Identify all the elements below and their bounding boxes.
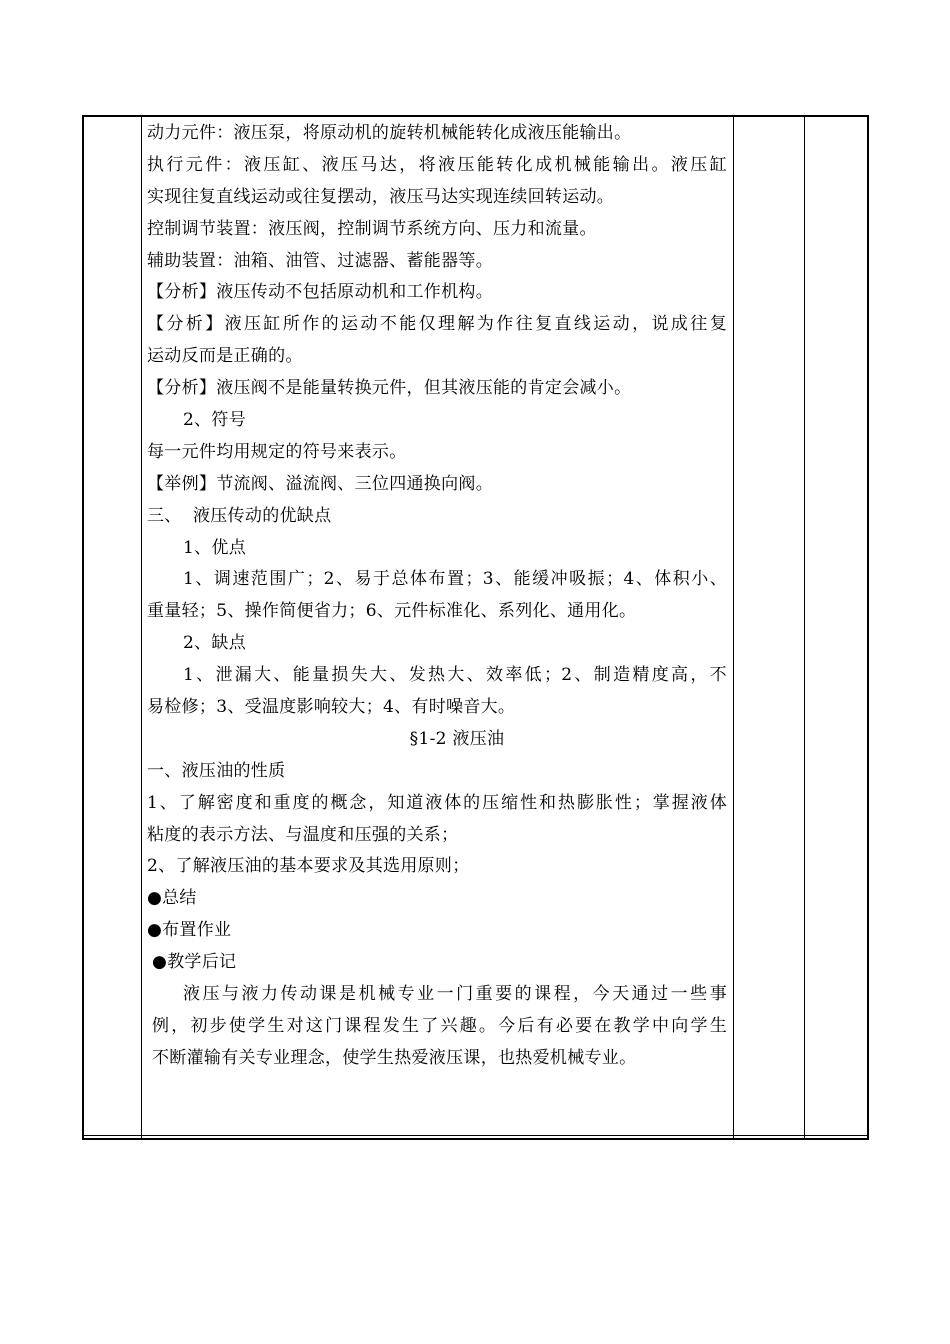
- bullet-reflection: ●教学后记: [152, 952, 237, 973]
- text-line: 运动反而是正确的。: [147, 346, 303, 367]
- column-divider-1: [141, 117, 142, 1138]
- text-line: 执行元件：液压缸、液压马达，将液压能转化成机械能输出。液压缸: [147, 154, 727, 175]
- text-line: 不断灌输有关专业理念，使学生热爱液压课，也热爱机械专业。: [152, 1047, 637, 1068]
- section-heading: 一、液压油的性质: [147, 760, 286, 781]
- text-line: 1、调速范围广；2、易于总体布置；3、能缓冲吸振；4、体积小、: [183, 569, 727, 590]
- text-line: 每一元件均用规定的符号来表示。: [147, 441, 407, 462]
- text-line: 重量轻；5、操作简便省力；6、元件标准化、系列化、通用化。: [147, 601, 637, 622]
- subheading: 2、符号: [183, 410, 247, 431]
- column-divider-2: [733, 117, 734, 1138]
- text-line: 例，初步使学生对这门课程发生了兴趣。今后有必要在教学中向学生: [152, 1015, 727, 1036]
- text-line: 2、了解液压油的基本要求及其选用原则；: [147, 856, 470, 877]
- column-divider-3: [804, 117, 805, 1138]
- text-line: 1、泄漏大、能量损失大、发热大、效率低；2、制造精度高，不: [183, 665, 727, 686]
- analysis-line: 【分析】液压传动不包括原动机和工作机构。: [147, 282, 493, 303]
- table-inner-bottom-rule: [84, 1135, 867, 1136]
- bullet-summary: ●总结: [147, 888, 197, 909]
- text-line: 1、了解密度和重度的概念，知道液体的压缩性和热膨胀性；掌握液体: [147, 792, 727, 813]
- chapter-heading: §1-2 液压油: [409, 728, 505, 749]
- section-heading: 三、 液压传动的优缺点: [147, 505, 332, 526]
- text-line: 辅助装置：油箱、油管、过滤器、蓄能器等。: [147, 250, 493, 271]
- example-line: 【举例】节流阀、溢流阀、三位四通换向阀。: [147, 473, 493, 494]
- text-line: 液压与液力传动课是机械专业一门重要的课程，今天通过一些事: [183, 984, 727, 1005]
- text-line: 实现往复直线运动或往复摆动，液压马达实现连续回转运动。: [147, 186, 615, 207]
- text-line: 粘度的表示方法、与温度和压强的关系；: [147, 824, 459, 845]
- text-line: 控制调节装置：液压阀，控制调节系统方向、压力和流量。: [147, 218, 597, 239]
- lesson-content: [147, 118, 727, 1075]
- bullet-homework: ●布置作业: [147, 920, 232, 941]
- text-line: 易检修；3、受温度影响较大；4、有时噪音大。: [147, 697, 516, 718]
- subheading: 1、优点: [183, 537, 247, 558]
- analysis-line: 【分析】液压阀不是能量转换元件，但其液压能的肯定会减小。: [147, 378, 632, 399]
- text-line: 动力元件：液压泵，将原动机的旋转机械能转化成液压能输出。: [147, 123, 632, 143]
- analysis-line: 【分析】液压缸所作的运动不能仅理解为作往复直线运动，说成往复: [147, 314, 727, 335]
- subheading: 2、缺点: [183, 633, 247, 654]
